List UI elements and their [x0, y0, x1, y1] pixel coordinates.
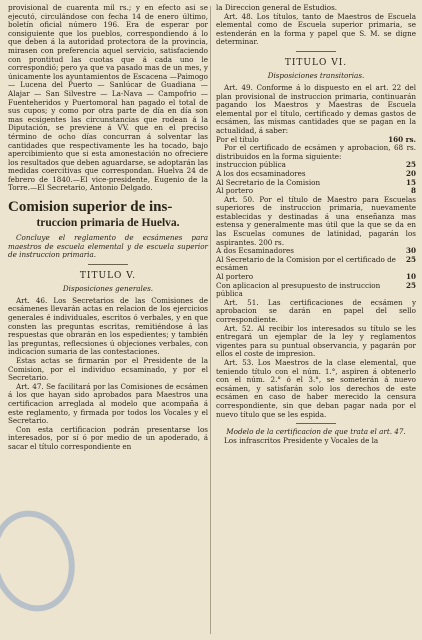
divider: [296, 51, 336, 52]
left-column: [8, 4, 208, 452]
fee-row: Al portero 8: [216, 186, 416, 196]
paragraph: Art. 49. Conforme á lo dispuesto en el art. 22 del plan provisional de instruccion primaria, continuarán pagando los Maestros y Maestras de Escuela elemental por el título, certificado y demas gastos de ecsámen, las mismas cantidades que se pagan en la actualidad, á saber:: [216, 82, 416, 135]
titulo-subheading: Disposiciones transitorias.: [267, 70, 365, 80]
paragraph: Art. 52. Al recibir los interesados su título se les entregará un ejemplar de la ley y reglamentos vigentes para su puntual observancia, y pagarán por ellos el coste de impresion.: [216, 323, 416, 359]
library-stamp: [0, 501, 86, 621]
paragraph: Art. 48. Los títulos, tanto de Maestros de Escuela elemental como de Escuela superior primaria, se estenderán en la forma y papel que S. M. se digne determinar.: [216, 11, 416, 47]
paragraph: Art. 51. Las certificaciones de ecsámen y aprobacion se darán en papel del sello correspondiente.: [216, 297, 416, 324]
fee-row: A los dos ecsaminadores 20: [216, 168, 416, 178]
modelo-heading: Modelo de la certificacion de que trata el art. 47.: [226, 427, 406, 437]
fee-row: Al Secretario de la Comision 15: [216, 177, 416, 187]
paragraph: Art. 46. Los Secretarios de las Comisiones de ecsámenes llevarán actas en relacion de los ejercicios generales é individuales, escritos ó verbales, y en que consten las preguntas escritas, remitiéndose á las respuestas que obrarán en los espedientes; y también las preguntas, reflecsiones ú objeciones verbales, con indicacion sumaria de las contestaciones.: [8, 295, 208, 357]
divider: [88, 264, 128, 265]
paragraph: Con esta certificacion podrán presentarse los interesados, por sí ó por medio de un apoderado, á sacar el título correspondiente en: [8, 424, 208, 451]
titulo-heading: TITULO VI.: [284, 57, 348, 68]
fee-row: instruccion pública 25: [216, 160, 416, 170]
titulo-subheading: Disposiciones generales.: [62, 283, 154, 293]
paragraph: Los infrascritos Presidente y Vocales de la: [224, 435, 379, 445]
paragraph: provisional de cuarenta mil rs.; y en efecto asi se ejecutó, circulándose con fecha 14 de enero último, boletín oficial número 196. Era de esperar por consiguiente que los pueblos, correspondiendo á lo que deben á la autoridad protectora de la provincia, mirasen con preferencia aquel servicio, satisfaciendo con prontitud las cuotas que á cada uno le correspondió; pero ya que va pasado mas de un mes, y únicamente los ayuntamientos de Escacena —Paimogo — Lucena del Puerto — Sanlúcar de Guadiana — Alajar — San Silvestre — La-Nava — Campofrio — Fuenteheridos y Puertomoral han pagado el total de sus cupos; y como por otra parte de día en día son mas ecsigentes las circunstancias que rodean á la Diputación, se previene á VV. que en el preciso término de ocho días concurran á solventar las cantidades que respectivamente les ha tocado, bajo apercibimiento que si esta amonestación no ofreciere los resultados que deben aguardarse, se adoptarán las medidas coercitivas que correspondan. Huelva 24 de febrero de 1840.—El vice-presidente, Eugenio de la Torre.—El Secretario, Antonio Delgado.: [8, 3, 208, 193]
titulo-heading: TITULO V.: [79, 270, 137, 281]
paragraph: Art. 47. Se facilitará por las Comisiones de ecsámen á los que hayan sido aprobados para Maestros una certificacion arreglada al modelo que acompaña á este reglamento, y firmada por todos los Vocales y el Secretario.: [8, 381, 208, 426]
section-title-cont: truccion primaria de Huelva.: [36, 217, 180, 230]
section-title: Comision superior de ins-: [8, 199, 173, 216]
fee-row: Al portero 10: [216, 272, 416, 282]
fee-row: A dos Ecsaminadores 30: [216, 246, 416, 256]
paragraph: Art. 50. Por el título de Maestro para Escuelas superiores de instruccion primaria, nuevamente establecidas y destinadas á una enseñanza mas estensa y generalmente mas útil que la que se da en las Escuelas comunes de latinidad, pagarán los aspirantes. 200 rs.: [216, 194, 416, 247]
fee-row: Con aplicacion al presupuesto de instruccion pública 25: [216, 280, 416, 299]
paragraph: Art. 53. Los Maestros de la clase elemental, que teniendo título con el núm. 1.°, aspiren á obtenerlo con el núm. 2.° ó el 3.°, se someterán á nuevo ecsámen, y satisfarán solo los derechos de este ecsámen en caso de haber merecido la censura correspondiente, sin que deban pagar nada por el nuevo título que se les espida.: [216, 357, 416, 419]
right-column: [216, 4, 416, 445]
paragraph: la Direccion general de Estudios.: [216, 3, 338, 12]
subtitle: Concluye el reglamento de ecsámenes para maestros de escuela elemental y de escuela superior de instruccion primaria.: [8, 233, 208, 260]
paragraph: Estas actas se firmarán por el Presidente de la Comision, por el individuo ecsaminado, y por el Secretario.: [8, 356, 208, 383]
column-divider: [210, 6, 211, 634]
fee-row: Al Secretario de la Comision por el certificado de ecsámen 25: [216, 254, 416, 273]
divider: [296, 423, 336, 424]
paragraph: Por el certificado de ecsámen y aprobacion, 68 rs. distribuidos en la forma siguiente:: [216, 143, 416, 161]
fee-row: Por el título 160 rs.: [216, 134, 416, 144]
